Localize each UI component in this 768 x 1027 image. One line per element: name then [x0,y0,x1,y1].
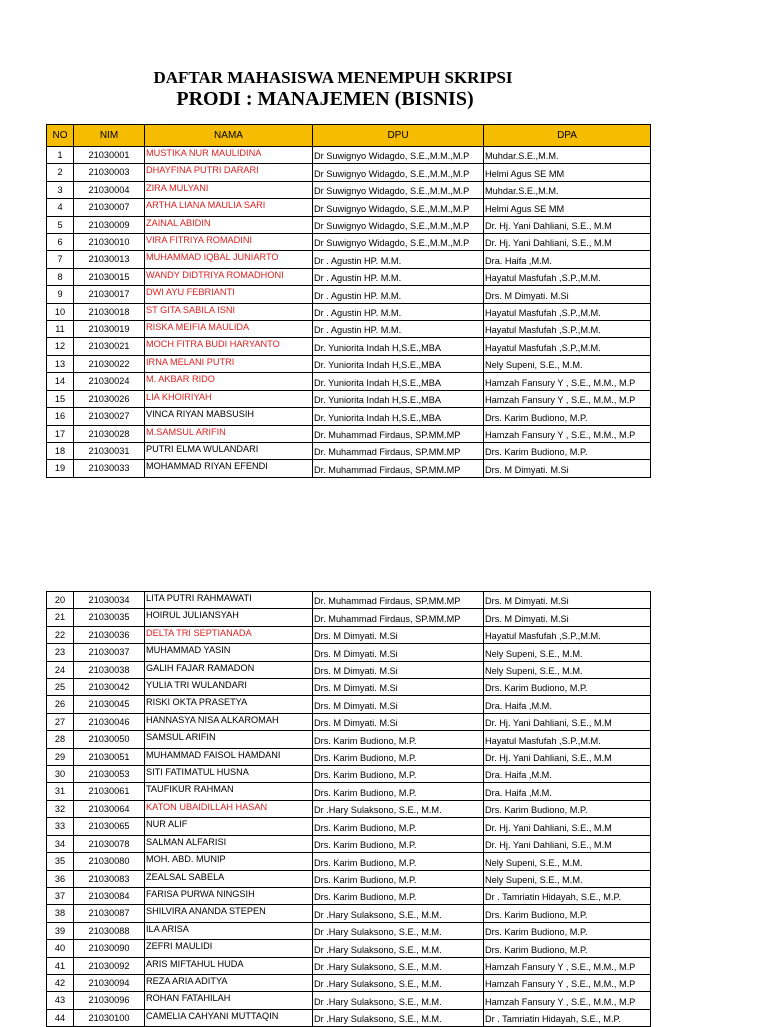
row-number: 32 [47,800,74,817]
row-nim: 21030024 [74,373,145,390]
row-dpa: Hayatul Masfufah ,S.P.,M.M. [484,321,651,338]
table-row [47,940,651,957]
row-number: 12 [47,338,74,355]
row-name: MOCH FITRA BUDI HARYANTO [145,338,313,355]
row-name: MOHAMMAD RIYAN EFENDI [145,460,313,477]
table-row [47,661,651,678]
table-row [47,713,651,730]
table-row [47,164,651,181]
row-dpa: Dr . Tamriatin Hidayah, S.E., M.P. [484,887,651,904]
row-dpu: Dr. Yuniorita Indah H,S.E.,MBA [313,373,484,390]
row-nim: 21030004 [74,181,145,198]
row-name: FARISA PURWA NINGSIH [145,887,313,904]
row-number: 14 [47,373,74,390]
row-dpa: Muhdar.S.E.,M.M. [484,147,651,164]
row-name: WANDY DIDTRIYA ROMADHONI [145,268,313,285]
table-row [47,251,651,268]
row-number: 19 [47,460,74,477]
row-number: 5 [47,216,74,233]
row-number: 21 [47,609,74,626]
row-nim: 21030090 [74,940,145,957]
row-dpa: Dr. Hj. Yani Dahliani, S.E., M.M [484,713,651,730]
row-dpa: Drs. Karim Budiono, M.P. [484,679,651,696]
row-name: SHILVIRA ANANDA STEPEN [145,905,313,922]
row-number: 37 [47,887,74,904]
header-dpa: DPA [484,125,651,147]
table-row [47,268,651,285]
row-number: 41 [47,957,74,974]
row-nim: 21030031 [74,442,145,459]
row-dpu: Dr Suwignyo Widagdo, S.E.,M.M.,M.P [313,147,484,164]
row-dpu: Dr Suwignyo Widagdo, S.E.,M.M.,M.P [313,181,484,198]
row-name: DHAYFINA PUTRI DARARI [145,164,313,181]
row-dpa: Dr. Hj. Yani Dahliani, S.E., M.M [484,835,651,852]
row-dpa: Dra. Haifa ,M.M. [484,696,651,713]
row-dpa: Nely Supeni, S.E., M.M. [484,644,651,661]
row-dpu: Drs. M Dimyati. M.Si [313,626,484,643]
table-row [47,626,651,643]
row-number: 29 [47,748,74,765]
row-dpu: Dr Suwignyo Widagdo, S.E.,M.M.,M.P [313,234,484,251]
row-number: 43 [47,992,74,1009]
row-dpu: Dr. Yuniorita Indah H,S.E.,MBA [313,408,484,425]
row-number: 6 [47,234,74,251]
row-name: DELTA TRI SEPTIANADA [145,626,313,643]
row-nim: 21030017 [74,286,145,303]
table-row [47,355,651,372]
row-dpa: Nely Supeni, S.E., M.M. [484,853,651,870]
student-table-2 [46,591,651,1027]
table-row [47,425,651,442]
row-nim: 21030064 [74,800,145,817]
row-number: 24 [47,661,74,678]
row-dpu: Dr Suwignyo Widagdo, S.E.,M.M.,M.P [313,199,484,216]
row-dpa: Nely Supeni, S.E., M.M. [484,870,651,887]
row-dpa: Hamzah Fansury Y , S.E., M.M., M.P [484,373,651,390]
row-dpa: Nely Supeni, S.E., M.M. [484,661,651,678]
row-nim: 21030051 [74,748,145,765]
row-number: 15 [47,390,74,407]
row-number: 10 [47,303,74,320]
row-number: 13 [47,355,74,372]
row-dpu: Drs. Karim Budiono, M.P. [313,853,484,870]
row-name: RISKI OKTA PRASETYA [145,696,313,713]
row-number: 9 [47,286,74,303]
row-name: TAUFIKUR RAHMAN [145,783,313,800]
row-dpu: Dr . Agustin HP. M.M. [313,321,484,338]
row-dpa: Hamzah Fansury Y , S.E., M.M., M.P [484,390,651,407]
header-nama: NAMA [145,125,313,147]
row-number: 4 [47,199,74,216]
row-nim: 21030046 [74,713,145,730]
row-dpu: Dr . Agustin HP. M.M. [313,286,484,303]
row-dpu: Dr. Muhammad Firdaus, SP.MM.MP [313,425,484,442]
row-name: RISKA MEIFIA MAULIDA [145,321,313,338]
row-dpa: Hayatul Masfufah ,S.P.,M.M. [484,731,651,748]
row-dpu: Dr .Hary Sulaksono, S.E., M.M. [313,1009,484,1026]
row-name: VINCA RIYAN MABSUSIH [145,408,313,425]
row-nim: 21030015 [74,268,145,285]
row-dpu: Dr . Agustin HP. M.M. [313,268,484,285]
row-nim: 21030050 [74,731,145,748]
row-number: 2 [47,164,74,181]
row-dpu: Dr .Hary Sulaksono, S.E., M.M. [313,905,484,922]
row-number: 34 [47,835,74,852]
row-dpu: Drs. M Dimyati. M.Si [313,644,484,661]
row-dpa: Dr. Hj. Yani Dahliani, S.E., M.M [484,748,651,765]
row-nim: 21030061 [74,783,145,800]
row-dpu: Dr Suwignyo Widagdo, S.E.,M.M.,M.P [313,164,484,181]
table-row [47,818,651,835]
row-number: 35 [47,853,74,870]
row-nim: 21030096 [74,992,145,1009]
row-nim: 21030036 [74,626,145,643]
row-nim: 21030019 [74,321,145,338]
row-dpa: Dr . Tamriatin Hidayah, S.E., M.P. [484,1009,651,1026]
row-dpa: Drs. M Dimyati. M.Si [484,609,651,626]
row-dpu: Dr. Muhammad Firdaus, SP.MM.MP [313,442,484,459]
row-nim: 21030013 [74,251,145,268]
table-header-row [47,125,651,147]
row-dpa: Dra. Haifa ,M.M. [484,251,651,268]
row-dpa: Dra. Haifa ,M.M. [484,766,651,783]
row-dpa: Drs. Karim Budiono, M.P. [484,800,651,817]
row-dpu: Drs. M Dimyati. M.Si [313,696,484,713]
row-nim: 21030035 [74,609,145,626]
row-number: 18 [47,442,74,459]
row-dpu: Dr. Muhammad Firdaus, SP.MM.MP [313,592,484,609]
row-dpa: Helmi Agus SE MM [484,199,651,216]
row-nim: 21030010 [74,234,145,251]
row-dpu: Dr . Agustin HP. M.M. [313,303,484,320]
row-dpu: Dr. Muhammad Firdaus, SP.MM.MP [313,460,484,477]
table-row [47,286,651,303]
row-dpu: Dr .Hary Sulaksono, S.E., M.M. [313,992,484,1009]
row-number: 33 [47,818,74,835]
table-row [47,373,651,390]
row-number: 1 [47,147,74,164]
row-number: 28 [47,731,74,748]
row-dpa: Dr. Hj. Yani Dahliani, S.E., M.M [484,216,651,233]
table-row [47,870,651,887]
row-dpa: Helmi Agus SE MM [484,164,651,181]
row-number: 40 [47,940,74,957]
row-number: 20 [47,592,74,609]
header-no: NO [47,125,74,147]
row-nim: 21030100 [74,1009,145,1026]
row-dpu: Drs. Karim Budiono, M.P. [313,870,484,887]
row-name: SALMAN ALFARISI [145,835,313,852]
row-dpa: Hayatul Masfufah ,S.P.,M.M. [484,303,651,320]
row-nim: 21030087 [74,905,145,922]
row-name: KATON UBAIDILLAH HASAN [145,800,313,817]
row-name: MUHAMMAD FAISOL HAMDANI [145,748,313,765]
row-nim: 21030045 [74,696,145,713]
table-row [47,835,651,852]
table-row [47,679,651,696]
row-name: MOH. ABD. MUNIP [145,853,313,870]
row-nim: 21030078 [74,835,145,852]
table-row [47,234,651,251]
row-nim: 21030092 [74,957,145,974]
table-row [47,408,651,425]
table-row [47,853,651,870]
row-name: IRNA MELANI PUTRI [145,355,313,372]
row-dpa: Drs. Karim Budiono, M.P. [484,408,651,425]
row-name: ZEFRI MAULIDI [145,940,313,957]
row-number: 16 [47,408,74,425]
row-nim: 21030053 [74,766,145,783]
row-dpu: Dr. Yuniorita Indah H,S.E.,MBA [313,338,484,355]
row-dpu: Drs. Karim Budiono, M.P. [313,731,484,748]
row-number: 36 [47,870,74,887]
row-dpa: Dr. Hj. Yani Dahliani, S.E., M.M [484,234,651,251]
row-dpu: Dr. Yuniorita Indah H,S.E.,MBA [313,390,484,407]
table-row [47,592,651,609]
row-number: 30 [47,766,74,783]
row-dpu: Drs. M Dimyati. M.Si [313,679,484,696]
document-subtitle: PRODI : MANAJEMEN (BISNIS) [176,88,474,110]
row-nim: 21030003 [74,164,145,181]
row-name: PUTRI ELMA WULANDARI [145,442,313,459]
row-dpa: Drs. Karim Budiono, M.P. [484,442,651,459]
row-number: 31 [47,783,74,800]
row-name: ST GITA SABILA ISNI [145,303,313,320]
row-dpa: Hayatul Masfufah ,S.P.,M.M. [484,626,651,643]
row-name: MUSTIKA NUR MAULIDINA [145,147,313,164]
row-nim: 21030001 [74,147,145,164]
row-dpa: Dr. Hj. Yani Dahliani, S.E., M.M [484,818,651,835]
row-nim: 21030065 [74,818,145,835]
row-name: CAMELIA CAHYANI MUTTAQIN [145,1009,313,1026]
row-name: HANNASYA NISA ALKAROMAH [145,713,313,730]
table-row [47,922,651,939]
row-dpu: Drs. M Dimyati. M.Si [313,713,484,730]
row-name: HOIRUL JULIANSYAH [145,609,313,626]
row-nim: 21030042 [74,679,145,696]
table-row [47,696,651,713]
row-dpa: Drs. Karim Budiono, M.P. [484,905,651,922]
row-name: MUHAMMAD YASIN [145,644,313,661]
table-row [47,992,651,1009]
table-row [47,390,651,407]
row-nim: 21030026 [74,390,145,407]
row-dpu: Drs. Karim Budiono, M.P. [313,766,484,783]
row-dpu: Dr. Yuniorita Indah H,S.E.,MBA [313,355,484,372]
row-nim: 21030028 [74,425,145,442]
row-name: YULIA TRI WULANDARI [145,679,313,696]
document-title: DAFTAR MAHASISWA MENEMPUH SKRIPSI [153,68,513,87]
table-row [47,800,651,817]
row-name: GALIH FAJAR RAMADON [145,661,313,678]
row-name: LITA PUTRI RAHMAWATI [145,592,313,609]
table-row [47,303,651,320]
row-dpu: Drs. Karim Budiono, M.P. [313,887,484,904]
row-nim: 21030034 [74,592,145,609]
row-name: NUR ALIF [145,818,313,835]
row-nim: 21030088 [74,922,145,939]
table-row [47,783,651,800]
row-dpa: Muhdar.S.E.,M.M. [484,181,651,198]
row-dpa: Hamzah Fansury Y , S.E., M.M., M.P [484,957,651,974]
row-nim: 21030021 [74,338,145,355]
row-name: LIA KHOIRIYAH [145,390,313,407]
row-dpa: Hamzah Fansury Y , S.E., M.M., M.P [484,992,651,1009]
row-number: 8 [47,268,74,285]
row-number: 23 [47,644,74,661]
row-dpa: Dra. Haifa ,M.M. [484,783,651,800]
table-row [47,181,651,198]
row-dpu: Dr .Hary Sulaksono, S.E., M.M. [313,940,484,957]
row-nim: 21030022 [74,355,145,372]
row-name: ZAINAL ABIDIN [145,216,313,233]
row-number: 22 [47,626,74,643]
row-dpa: Drs. Karim Budiono, M.P. [484,922,651,939]
row-name: ROHAN FATAHILAH [145,992,313,1009]
row-dpa: Hamzah Fansury Y , S.E., M.M., M.P [484,974,651,991]
table-row [47,905,651,922]
row-number: 39 [47,922,74,939]
row-number: 44 [47,1009,74,1026]
row-number: 17 [47,425,74,442]
table-row [47,887,651,904]
row-nim: 21030018 [74,303,145,320]
row-name: ARTHA LIANA MAULIA SARI [145,199,313,216]
row-nim: 21030038 [74,661,145,678]
table-row [47,644,651,661]
row-number: 25 [47,679,74,696]
row-name: ARIS MIFTAHUL HUDA [145,957,313,974]
row-dpu: Dr. Muhammad Firdaus, SP.MM.MP [313,609,484,626]
row-number: 3 [47,181,74,198]
row-dpa: Drs. M Dimyati. M.Si [484,592,651,609]
row-dpu: Dr .Hary Sulaksono, S.E., M.M. [313,974,484,991]
table-row [47,216,651,233]
row-number: 7 [47,251,74,268]
row-dpa: Hayatul Masfufah ,S.P.,M.M. [484,268,651,285]
table-row [47,957,651,974]
row-dpu: Drs. Karim Budiono, M.P. [313,835,484,852]
row-name: VIRA FITRIYA ROMADINI [145,234,313,251]
row-number: 26 [47,696,74,713]
header-dpu: DPU [313,125,484,147]
row-name: REZA ARIA ADITYA [145,974,313,991]
table-row [47,1009,651,1026]
row-name: SAMSUL ARIFIN [145,731,313,748]
row-dpu: Dr .Hary Sulaksono, S.E., M.M. [313,957,484,974]
row-dpu: Dr .Hary Sulaksono, S.E., M.M. [313,922,484,939]
row-dpa: Drs. Karim Budiono, M.P. [484,940,651,957]
row-nim: 21030027 [74,408,145,425]
row-dpu: Drs. M Dimyati. M.Si [313,661,484,678]
table-row [47,199,651,216]
table-row [47,609,651,626]
row-dpa: Hayatul Masfufah ,S.P.,M.M. [484,338,651,355]
row-dpu: Dr Suwignyo Widagdo, S.E.,M.M.,M.P [313,216,484,233]
table-row [47,321,651,338]
row-number: 11 [47,321,74,338]
row-nim: 21030084 [74,887,145,904]
row-dpa: Hamzah Fansury Y , S.E., M.M., M.P [484,425,651,442]
table-row [47,147,651,164]
row-number: 42 [47,974,74,991]
row-nim: 21030009 [74,216,145,233]
row-nim: 21030033 [74,460,145,477]
row-number: 27 [47,713,74,730]
row-dpu: Drs. Karim Budiono, M.P. [313,818,484,835]
header-nim: NIM [74,125,145,147]
row-dpu: Dr . Agustin HP. M.M. [313,251,484,268]
row-name: ZIRA MULYANI [145,181,313,198]
table-row [47,766,651,783]
row-name: SITI FATIMATUL HUSNA [145,766,313,783]
table-row [47,338,651,355]
row-nim: 21030094 [74,974,145,991]
row-nim: 21030007 [74,199,145,216]
row-name: DWI AYU FEBRIANTI [145,286,313,303]
row-name: M.SAMSUL ARIFIN [145,425,313,442]
row-dpu: Dr .Hary Sulaksono, S.E., M.M. [313,800,484,817]
student-table-1 [46,124,651,478]
row-dpa: Nely Supeni, S.E., M.M. [484,355,651,372]
row-name: ZEALSAL SABELA [145,870,313,887]
row-name: M. AKBAR RIDO [145,373,313,390]
row-nim: 21030080 [74,853,145,870]
row-name: MUHAMMAD IQBAL JUNIARTO [145,251,313,268]
row-nim: 21030083 [74,870,145,887]
row-dpa: Drs. M Dimyati. M.Si [484,286,651,303]
row-nim: 21030037 [74,644,145,661]
table-row [47,974,651,991]
table-row [47,748,651,765]
table-row [47,460,651,477]
row-dpu: Drs. Karim Budiono, M.P. [313,783,484,800]
table-row [47,442,651,459]
row-dpa: Drs. M Dimyati. M.Si [484,460,651,477]
table-row [47,731,651,748]
row-number: 38 [47,905,74,922]
row-dpu: Drs. Karim Budiono, M.P. [313,748,484,765]
row-name: ILA ARISA [145,922,313,939]
